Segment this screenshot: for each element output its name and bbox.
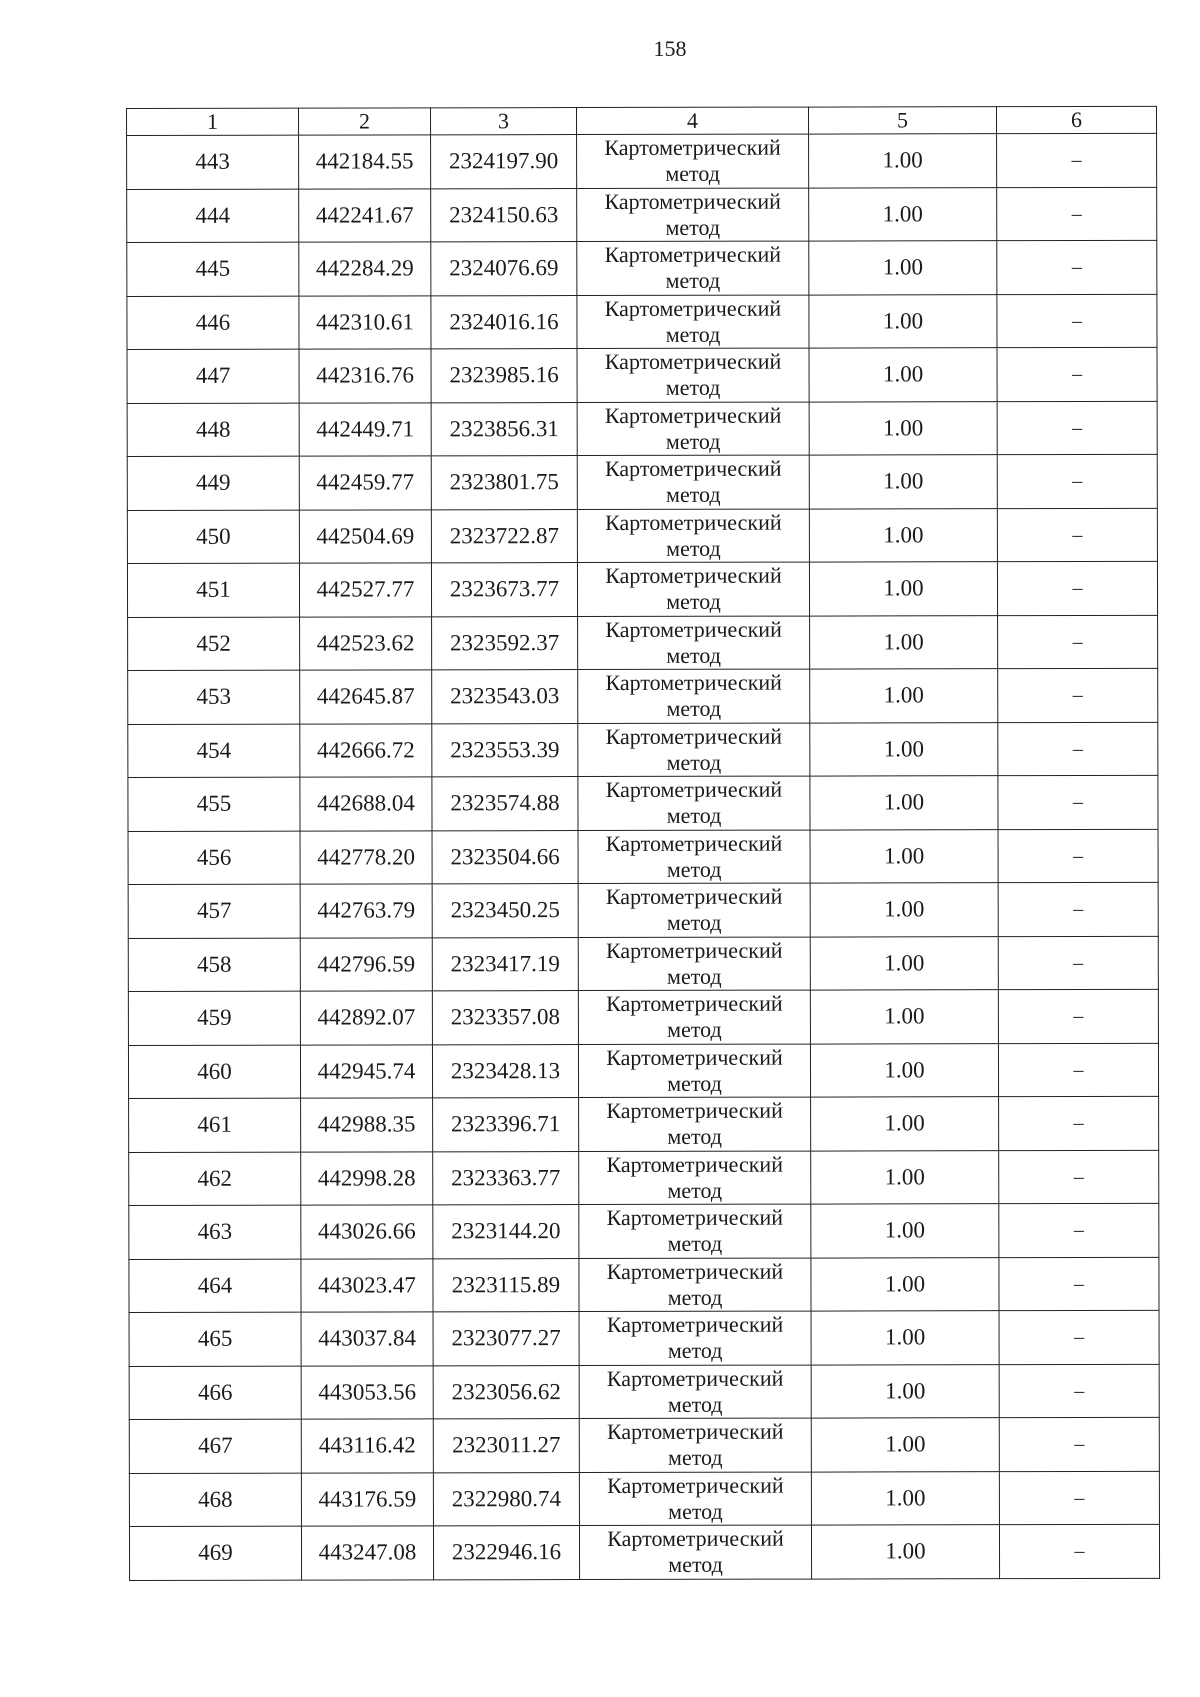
point-number-cell: 455 <box>128 777 300 831</box>
table-row <box>128 668 1158 724</box>
table-row <box>127 401 1157 457</box>
point-number-cell: 466 <box>129 1366 301 1420</box>
coordinate-x-cell: 443037.84 <box>301 1312 433 1366</box>
header-col-6: 6 <box>996 106 1156 133</box>
method-line-1: Картометрический <box>605 562 782 589</box>
coordinate-x-cell: 442945.74 <box>300 1044 432 1098</box>
method-line-1: Картометрический <box>607 1472 784 1498</box>
method-cell <box>577 241 809 295</box>
coordinate-y-cell: 2322980.74 <box>433 1472 579 1526</box>
note-cell: – <box>997 187 1157 241</box>
method-line-2: метод <box>666 749 722 775</box>
coordinate-y-cell: 2323801.75 <box>431 456 577 510</box>
point-number-cell: 462 <box>129 1152 301 1206</box>
coordinate-x-cell: 442688.04 <box>300 777 432 831</box>
method-line-2: метод <box>666 589 721 615</box>
method-line-2: метод <box>667 1391 723 1417</box>
coordinate-x-cell: 442310.61 <box>299 295 431 349</box>
method-line-2: метод <box>665 161 720 187</box>
method-line-2: метод <box>668 1445 723 1471</box>
accuracy-cell: 1.00 <box>810 936 998 990</box>
point-number-cell: 447 <box>127 349 299 403</box>
header-col-3: 3 <box>431 108 577 135</box>
accuracy-cell: 1.00 <box>811 1311 999 1365</box>
method-cell <box>577 562 809 616</box>
method-cell <box>579 1472 811 1526</box>
method-cell <box>577 455 809 509</box>
method-line-2: метод <box>665 214 721 240</box>
coordinate-x-cell: 442284.29 <box>299 242 431 296</box>
note-cell: – <box>997 454 1157 508</box>
method-line-1: Картометрический <box>605 830 783 856</box>
accuracy-cell: 1.00 <box>810 669 998 723</box>
method-line-1: Картометрический <box>604 455 782 482</box>
point-number-cell: 463 <box>129 1205 301 1259</box>
coordinate-x-cell: 442449.71 <box>299 402 431 456</box>
point-number-cell: 461 <box>129 1098 301 1152</box>
method-line-2: метод <box>667 1017 722 1043</box>
note-cell: – <box>997 240 1157 294</box>
method-cell <box>578 990 810 1044</box>
point-number-cell: 469 <box>129 1526 301 1580</box>
coordinate-y-cell: 2323056.62 <box>433 1365 579 1419</box>
note-cell: – <box>999 1203 1159 1257</box>
method-cell <box>579 1258 811 1312</box>
method-cell <box>577 188 809 242</box>
method-line-1: Картометрический <box>606 1151 783 1177</box>
point-number-cell: 464 <box>129 1259 301 1313</box>
method-cell <box>578 830 810 884</box>
accuracy-cell: 1.00 <box>811 1364 999 1418</box>
coordinate-y-cell: 2323673.77 <box>431 563 577 617</box>
note-cell: – <box>998 668 1158 722</box>
accuracy-cell: 1.00 <box>810 776 998 830</box>
method-line-1: Картометрический <box>605 937 783 963</box>
accuracy-cell: 1.00 <box>809 294 997 348</box>
note-cell: – <box>999 1257 1159 1311</box>
note-cell: – <box>999 1096 1159 1150</box>
method-line-2: метод <box>666 642 721 668</box>
accuracy-cell: 1.00 <box>809 562 997 616</box>
coordinate-x-cell: 442778.20 <box>300 830 432 884</box>
point-number-cell: 465 <box>129 1312 301 1366</box>
point-number-cell: 456 <box>128 831 300 885</box>
note-cell: – <box>999 1364 1159 1418</box>
table-row <box>127 240 1157 296</box>
method-line-1: Картометрический <box>606 1204 784 1231</box>
note-cell: – <box>997 133 1157 187</box>
method-line-1: Картометрический <box>606 1365 784 1391</box>
method-cell <box>578 776 810 830</box>
coordinate-y-cell: 2323144.20 <box>433 1205 579 1259</box>
table-row <box>129 1310 1159 1366</box>
header-col-1: 1 <box>127 108 299 135</box>
coordinate-x-cell: 442988.35 <box>301 1098 433 1152</box>
accuracy-cell: 1.00 <box>809 348 997 402</box>
coordinate-y-cell: 2323543.03 <box>432 670 578 724</box>
method-cell <box>579 1097 811 1151</box>
note-cell: – <box>997 508 1157 562</box>
point-number-cell: 468 <box>129 1473 301 1527</box>
method-line-2: метод <box>665 428 721 454</box>
coordinate-y-cell: 2323011.27 <box>433 1419 579 1473</box>
coordinate-x-cell: 442459.77 <box>299 456 431 510</box>
point-number-cell: 451 <box>127 563 299 617</box>
method-cell <box>579 1311 811 1365</box>
method-line-2: метод <box>666 963 722 989</box>
point-number-cell: 443 <box>127 135 299 189</box>
point-number-cell: 449 <box>127 456 299 510</box>
coordinate-y-cell: 2323592.37 <box>432 616 578 670</box>
method-cell <box>577 348 809 402</box>
point-number-cell: 458 <box>128 938 300 992</box>
note-cell: – <box>998 615 1158 669</box>
page-number: 158 <box>653 36 687 61</box>
table-row <box>128 1043 1158 1099</box>
coordinate-y-cell: 2323856.31 <box>431 402 577 456</box>
point-number-cell: 453 <box>128 670 300 724</box>
accuracy-cell: 1.00 <box>810 615 998 669</box>
header-col-2: 2 <box>299 108 431 135</box>
table-row <box>127 133 1157 189</box>
coordinate-x-cell: 443026.66 <box>301 1205 433 1259</box>
accuracy-cell: 1.00 <box>811 1525 999 1579</box>
accuracy-cell: 1.00 <box>809 455 997 509</box>
note-cell: – <box>997 294 1157 348</box>
method-line-1: Картометрический <box>604 348 782 375</box>
coordinate-x-cell: 442504.69 <box>299 509 431 563</box>
point-number-cell: 457 <box>128 884 300 938</box>
method-line-1: Картометрический <box>605 723 783 749</box>
table-row <box>128 615 1158 671</box>
method-line-2: метод <box>667 1177 723 1203</box>
accuracy-cell: 1.00 <box>810 990 998 1044</box>
note-cell: – <box>998 829 1158 883</box>
accuracy-cell: 1.00 <box>811 1204 999 1258</box>
note-cell: – <box>999 1524 1159 1578</box>
note-cell: – <box>997 561 1157 615</box>
accuracy-cell: 1.00 <box>810 722 998 776</box>
method-cell <box>578 723 810 777</box>
note-cell: – <box>999 1417 1159 1471</box>
coordinate-y-cell: 2323985.16 <box>431 349 577 403</box>
method-line-2: метод <box>667 1231 723 1257</box>
point-number-cell: 450 <box>127 510 299 564</box>
method-cell <box>577 402 809 456</box>
coordinate-y-cell: 2323450.25 <box>432 884 578 938</box>
method-line-1: Картометрический <box>604 295 782 321</box>
method-line-1: Картометрический <box>606 1258 784 1284</box>
table-row <box>129 1524 1159 1580</box>
table-row <box>129 1417 1159 1473</box>
note-cell: – <box>998 775 1158 829</box>
coordinate-x-cell: 443116.42 <box>301 1419 433 1473</box>
method-line-2: метод <box>667 1070 722 1096</box>
table-row <box>127 454 1157 510</box>
method-cell <box>578 616 810 670</box>
table-row <box>129 1150 1159 1206</box>
note-cell: – <box>997 347 1157 401</box>
coordinate-x-cell: 442184.55 <box>299 135 431 189</box>
method-line-2: метод <box>668 1552 723 1578</box>
header-col-5: 5 <box>808 107 996 134</box>
point-number-cell: 467 <box>129 1419 301 1473</box>
method-line-1: Картометрический <box>605 616 782 642</box>
table-row <box>127 561 1157 617</box>
coordinates-table <box>126 106 1160 1581</box>
method-cell <box>577 295 809 349</box>
method-line-1: Картометрический <box>606 1418 784 1445</box>
coordinate-x-cell: 443176.59 <box>301 1472 433 1526</box>
note-cell: – <box>998 989 1158 1043</box>
coordinate-y-cell: 2323417.19 <box>432 937 578 991</box>
method-cell <box>577 134 809 188</box>
table-row <box>129 1471 1159 1527</box>
method-line-2: метод <box>665 375 721 401</box>
method-line-1: Картометрический <box>606 990 783 1017</box>
method-line-1: Картометрический <box>606 1044 783 1070</box>
note-cell: – <box>998 1043 1158 1097</box>
table-row <box>129 1096 1159 1152</box>
point-number-cell: 448 <box>127 403 299 457</box>
accuracy-cell: 1.00 <box>811 1150 999 1204</box>
point-number-cell: 444 <box>127 189 299 243</box>
table-row <box>128 775 1158 831</box>
point-number-cell: 454 <box>128 724 300 778</box>
accuracy-cell: 1.00 <box>811 1418 999 1472</box>
method-line-2: метод <box>667 1124 722 1150</box>
coordinate-y-cell: 2324150.63 <box>431 188 577 242</box>
coordinate-y-cell: 2324197.90 <box>431 135 577 189</box>
table-row <box>129 1257 1159 1313</box>
table-row <box>127 294 1157 350</box>
note-cell: – <box>999 1150 1159 1204</box>
method-line-1: Картометрический <box>604 188 781 214</box>
coordinate-x-cell: 442316.76 <box>299 349 431 403</box>
accuracy-cell: 1.00 <box>809 241 997 295</box>
method-cell <box>578 669 810 723</box>
note-cell: – <box>998 936 1158 990</box>
coordinate-x-cell: 442666.72 <box>300 723 432 777</box>
method-line-2: метод <box>668 1498 723 1524</box>
coordinate-y-cell: 2322946.16 <box>433 1526 579 1580</box>
method-line-2: метод <box>666 910 722 936</box>
coordinate-x-cell: 442527.77 <box>299 563 431 617</box>
accuracy-cell: 1.00 <box>811 1257 999 1311</box>
table-row <box>128 882 1158 938</box>
method-line-2: метод <box>665 321 721 347</box>
accuracy-cell: 1.00 <box>809 187 997 241</box>
coordinate-x-cell: 442998.28 <box>301 1151 433 1205</box>
coordinate-x-cell: 442796.59 <box>300 937 432 991</box>
accuracy-cell: 1.00 <box>810 829 998 883</box>
method-cell <box>578 937 810 991</box>
point-number-cell: 452 <box>128 617 300 671</box>
coordinate-x-cell: 442892.07 <box>300 991 432 1045</box>
coordinate-x-cell: 443247.08 <box>301 1526 433 1580</box>
accuracy-cell: 1.00 <box>811 1097 999 1151</box>
method-cell <box>578 1044 810 1098</box>
coordinate-y-cell: 2324016.16 <box>431 295 577 349</box>
method-line-1: Картометрический <box>604 402 782 428</box>
note-cell: – <box>997 401 1157 455</box>
table-body <box>127 133 1160 1580</box>
method-line-1: Картометрический <box>604 241 782 268</box>
method-line-2: метод <box>665 268 721 294</box>
coordinate-y-cell: 2323396.71 <box>433 1098 579 1152</box>
accuracy-cell: 1.00 <box>811 1471 999 1525</box>
accuracy-cell: 1.00 <box>809 508 997 562</box>
method-cell <box>578 883 810 937</box>
accuracy-cell: 1.00 <box>810 1043 998 1097</box>
coordinate-x-cell: 442523.62 <box>300 616 432 670</box>
coordinate-x-cell: 443053.56 <box>301 1365 433 1419</box>
method-cell <box>579 1204 811 1258</box>
method-line-2: метод <box>666 803 722 829</box>
coordinate-x-cell: 442763.79 <box>300 884 432 938</box>
coordinate-y-cell: 2323115.89 <box>433 1258 579 1312</box>
table-row <box>127 347 1157 403</box>
method-line-2: метод <box>666 535 721 561</box>
coordinate-x-cell: 442241.67 <box>299 188 431 242</box>
method-line-2: метод <box>667 1338 723 1364</box>
table-row <box>128 989 1158 1045</box>
table-row <box>128 722 1158 778</box>
note-cell: – <box>998 722 1158 776</box>
point-number-cell: 460 <box>128 1045 300 1099</box>
method-line-2: метод <box>665 482 721 508</box>
table-row <box>127 508 1157 564</box>
coordinate-y-cell: 2324076.69 <box>431 242 577 296</box>
note-cell: – <box>999 1471 1159 1525</box>
method-line-1: Картометрический <box>606 1097 783 1124</box>
method-line-1: Картометрический <box>607 1525 784 1552</box>
coordinate-y-cell: 2323357.08 <box>432 991 578 1045</box>
method-cell <box>579 1365 811 1419</box>
method-line-1: Картометрический <box>606 1311 784 1338</box>
table-row <box>127 187 1157 243</box>
table-header <box>127 106 1157 135</box>
method-cell <box>579 1151 811 1205</box>
point-number-cell: 446 <box>127 296 299 350</box>
method-cell <box>579 1418 811 1472</box>
table-row <box>128 829 1158 885</box>
coordinate-y-cell: 2323574.88 <box>432 777 578 831</box>
table-row <box>129 1203 1159 1259</box>
method-line-2: метод <box>666 856 722 882</box>
coordinate-y-cell: 2323363.77 <box>433 1151 579 1205</box>
table-row <box>129 1364 1159 1420</box>
method-line-1: Картометрический <box>605 509 782 535</box>
point-number-cell: 459 <box>128 991 300 1045</box>
coordinate-y-cell: 2323428.13 <box>432 1044 578 1098</box>
accuracy-cell: 1.00 <box>809 134 997 188</box>
coordinate-y-cell: 2323504.66 <box>432 830 578 884</box>
point-number-cell: 445 <box>127 242 299 296</box>
method-line-1: Картометрический <box>605 883 783 910</box>
accuracy-cell: 1.00 <box>810 883 998 937</box>
method-line-2: метод <box>667 1284 723 1310</box>
method-cell <box>579 1525 811 1579</box>
method-line-1: Картометрический <box>604 134 781 161</box>
method-line-2: метод <box>666 696 722 722</box>
method-cell <box>577 509 809 563</box>
method-line-1: Картометрический <box>605 776 783 803</box>
coordinate-y-cell: 2323077.27 <box>433 1312 579 1366</box>
accuracy-cell: 1.00 <box>809 401 997 455</box>
header-col-4: 4 <box>577 107 809 134</box>
note-cell: – <box>998 882 1158 936</box>
coordinate-y-cell: 2323722.87 <box>431 509 577 563</box>
note-cell: – <box>999 1310 1159 1364</box>
table-row <box>128 936 1158 992</box>
header-row <box>127 106 1157 135</box>
coordinate-y-cell: 2323553.39 <box>432 723 578 777</box>
coordinate-x-cell: 442645.87 <box>300 670 432 724</box>
coordinate-x-cell: 443023.47 <box>301 1258 433 1312</box>
method-line-1: Картометрический <box>605 669 782 696</box>
